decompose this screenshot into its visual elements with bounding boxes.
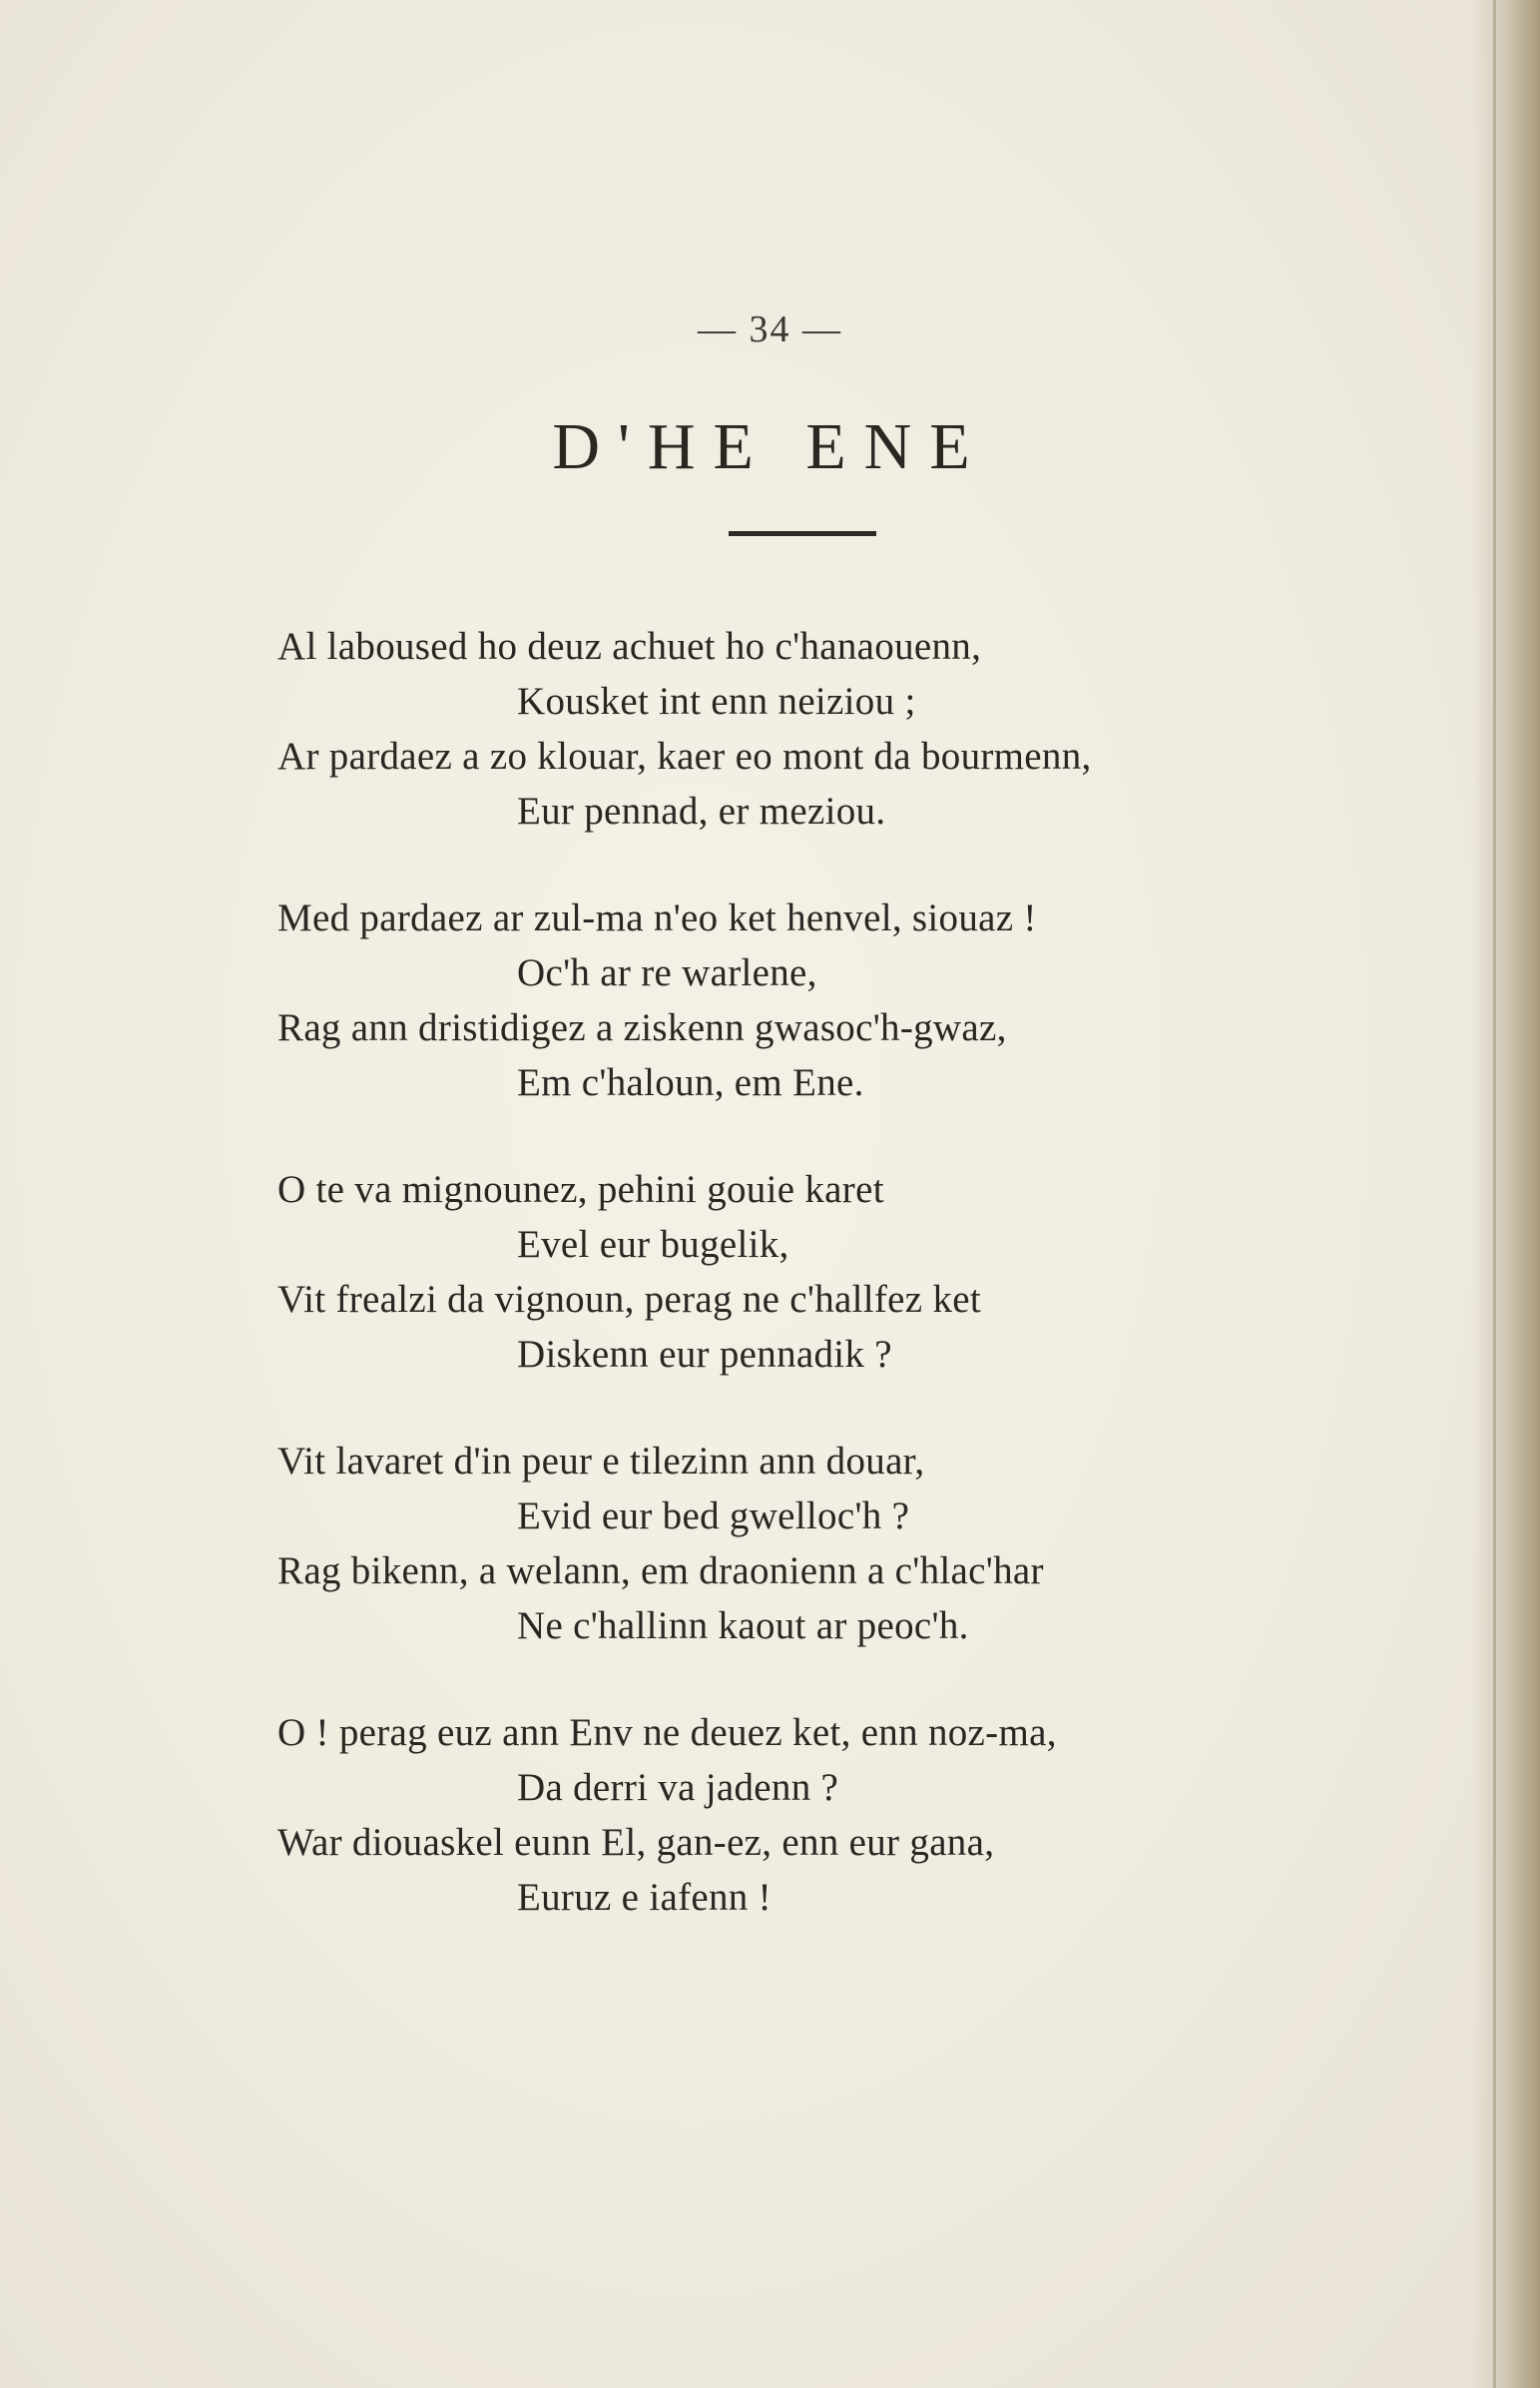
stanza	[277, 619, 1276, 839]
page-binding-line	[1493, 0, 1496, 2388]
poem-line: O ! perag euz ann Env ne deuez ket, enn noz-ma,	[277, 1711, 1057, 1754]
poem-line: O te va mignounez, pehini gouie karet	[277, 1168, 884, 1211]
stanza	[277, 1705, 1276, 1925]
poem-line: Evid eur bed gwelloc'h ?	[517, 1494, 910, 1537]
poem-line: Ne c'hallinn kaout ar peoc'h.	[517, 1604, 969, 1647]
poem-line: Oc'h ar re warlene,	[517, 951, 817, 994]
poem-line: Kousket int enn neiziou ;	[517, 680, 916, 723]
poem-line: Em c'haloun, em Ene.	[517, 1061, 864, 1104]
poem-line: Rag ann dristidigez a ziskenn gwasoc'h-gwaz,	[277, 1006, 1007, 1049]
title-divider	[729, 531, 876, 536]
poem-line: Euruz e iafenn !	[517, 1876, 771, 1919]
poem-line: Rag bikenn, a welann, em draonienn a c'hlac'har	[277, 1549, 1044, 1592]
poem-line: Diskenn eur pennadik ?	[517, 1333, 892, 1376]
poem-line: Vit frealzi da vignoun, perag ne c'hallfez ket	[277, 1278, 982, 1321]
stanza	[277, 1162, 1276, 1382]
stanza	[277, 1434, 1276, 1653]
poem-line: War diouaskel eunn El, gan-ez, enn eur gana,	[277, 1821, 995, 1864]
poem-line: Eur pennad, er meziou.	[517, 790, 886, 833]
poem-line: Al laboused ho deuz achuet ho c'hanaouenn,	[277, 625, 982, 668]
poem-line: Ar pardaez a zo klouar, kaer eo mont da bourmenn,	[277, 735, 1092, 778]
stanza	[277, 891, 1276, 1110]
poem-body	[277, 619, 1276, 1977]
poem-line: Vit lavaret d'in peur e tilezinn ann douar,	[277, 1440, 925, 1483]
page-number: — 34 —	[698, 308, 842, 350]
poem-line: Evel eur bugelik,	[517, 1223, 789, 1266]
poem-title: D'HE ENE	[552, 410, 988, 483]
poem-line: Med pardaez ar zul-ma n'eo ket henvel, siouaz !	[277, 896, 1037, 939]
page-edge-shadow	[1472, 0, 1540, 2388]
poem-line: Da derri va jadenn ?	[517, 1766, 839, 1809]
